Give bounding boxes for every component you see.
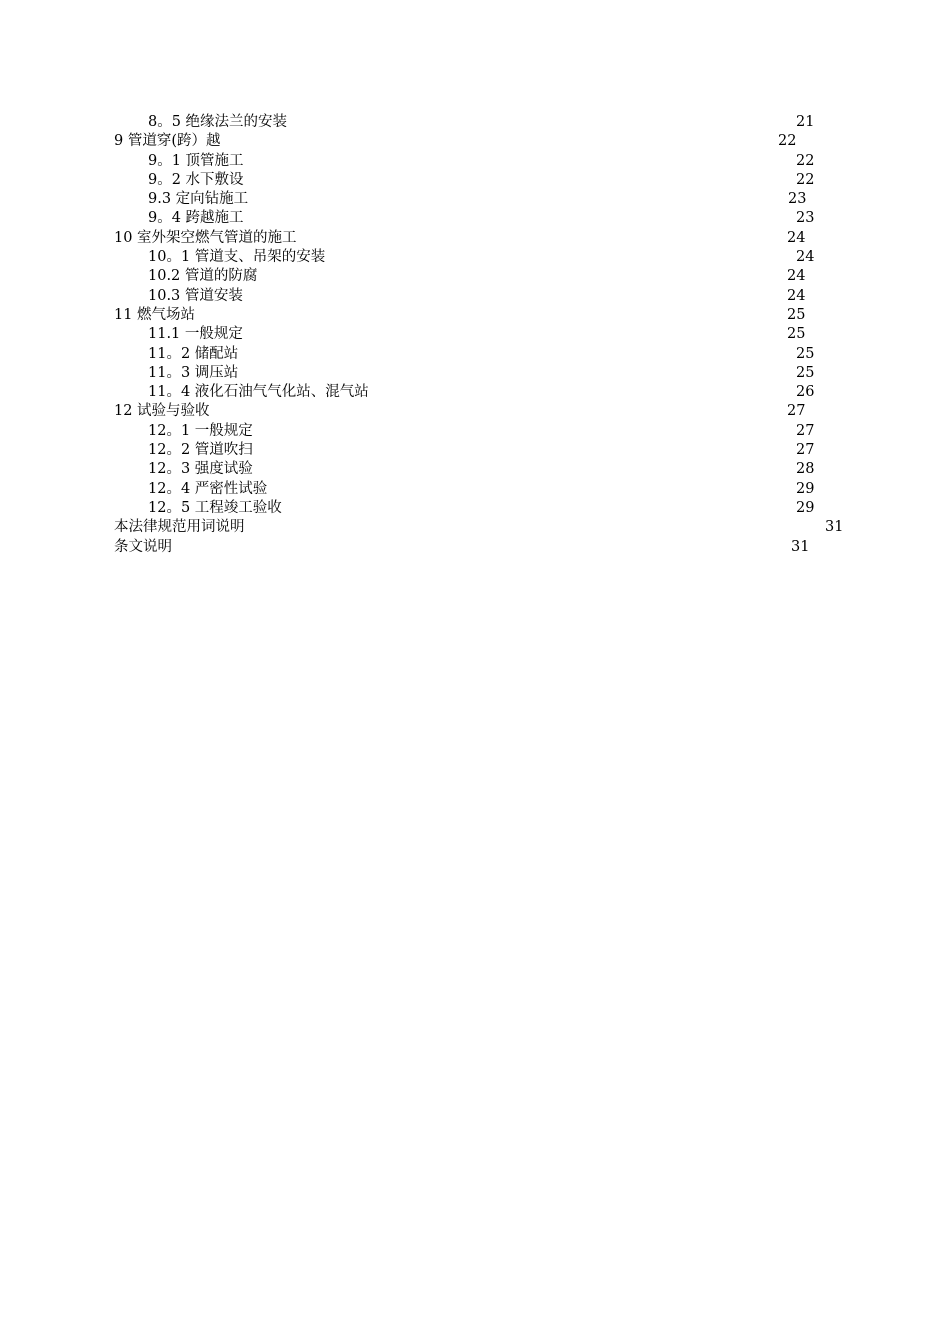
toc-entry-title: 12。1 一般规定	[148, 422, 253, 439]
toc-entry[interactable]	[0, 248, 950, 267]
toc-entry-title: 10。1 管道支、吊架的安装	[148, 249, 326, 266]
toc-entry-title: 9。1 顶管施工	[148, 152, 244, 169]
table-of-contents	[0, 113, 950, 557]
toc-entry-page: 29	[796, 480, 815, 497]
toc-entry[interactable]	[0, 441, 950, 460]
toc-entry-page: 22	[778, 133, 797, 150]
toc-entry-page: 29	[796, 499, 815, 516]
toc-entry-page: 27	[787, 403, 806, 420]
toc-entry[interactable]	[0, 152, 950, 171]
toc-entry-title: 9 管道穿(跨）越	[114, 133, 221, 150]
toc-entry[interactable]	[0, 306, 950, 325]
toc-entry-title: 条文说明	[114, 538, 172, 555]
toc-entry[interactable]	[0, 171, 950, 190]
toc-entry-page: 22	[796, 171, 815, 188]
toc-entry-title: 8。5 绝缘法兰的安装	[148, 114, 288, 130]
toc-entry-title: 12。3 强度试验	[148, 461, 253, 478]
toc-entry-page: 27	[796, 442, 815, 459]
toc-entry[interactable]	[0, 518, 950, 537]
toc-entry-title: 11。3 调压站	[148, 364, 239, 381]
toc-entry-page: 23	[796, 210, 815, 227]
toc-entry-page: 24	[796, 249, 815, 266]
toc-entry-title: 10 室外架空燃气管道的施工	[114, 229, 297, 246]
toc-entry[interactable]	[0, 287, 950, 306]
toc-entry-page: 31	[791, 538, 810, 555]
toc-entry-title: 9.3 定向钻施工	[148, 191, 249, 208]
toc-entry-title: 11。2 储配站	[148, 345, 239, 362]
toc-entry-page: 24	[787, 229, 806, 246]
toc-entry-title: 12。2 管道吹扫	[148, 442, 253, 459]
toc-entry-title: 9。2 水下敷设	[148, 171, 244, 188]
toc-entry-page: 21	[796, 114, 815, 130]
toc-entry-page: 24	[787, 268, 806, 285]
toc-entry[interactable]	[0, 460, 950, 479]
toc-entry-title: 12。4 严密性试验	[148, 480, 268, 497]
toc-entry-page: 25	[787, 326, 806, 343]
toc-entry[interactable]	[0, 209, 950, 228]
toc-entry[interactable]	[0, 383, 950, 402]
toc-entry[interactable]	[0, 345, 950, 364]
toc-entry[interactable]	[0, 364, 950, 383]
toc-entry[interactable]	[0, 499, 950, 518]
toc-entry[interactable]	[0, 132, 950, 151]
toc-entry-title: 12。5 工程竣工验收	[148, 499, 282, 516]
toc-entry-title: 10.2 管道的防腐	[148, 268, 258, 285]
toc-entry-page: 24	[787, 287, 806, 304]
toc-entry-title: 11。4 液化石油气气化站、混气站	[148, 384, 369, 401]
toc-entry[interactable]	[0, 190, 950, 209]
toc-entry-title: 9。4 跨越施工	[148, 210, 244, 227]
toc-entry-title: 11.1 一般规定	[148, 326, 243, 343]
toc-entry-title: 本法律规范用词说明	[114, 519, 245, 536]
toc-entry-page: 28	[796, 461, 815, 478]
toc-entry-page: 23	[788, 191, 807, 208]
toc-entry[interactable]	[0, 402, 950, 421]
toc-entry-page: 31	[825, 519, 844, 536]
toc-entry-title: 12 试验与验收	[114, 403, 210, 420]
toc-entry-page: 22	[796, 152, 815, 169]
toc-entry-title: 11 燃气场站	[114, 306, 196, 323]
toc-entry-page: 25	[796, 345, 815, 362]
toc-entry-page: 25	[796, 364, 815, 381]
toc-entry[interactable]	[0, 480, 950, 499]
toc-entry[interactable]	[0, 229, 950, 248]
toc-entry[interactable]	[0, 113, 950, 132]
toc-entry-title: 10.3 管道安装	[148, 287, 243, 304]
toc-entry[interactable]	[0, 325, 950, 344]
toc-entry-page: 25	[787, 306, 806, 323]
toc-entry[interactable]	[0, 538, 950, 557]
toc-entry[interactable]	[0, 422, 950, 441]
toc-entry-page: 26	[796, 384, 815, 401]
toc-entry-page: 27	[796, 422, 815, 439]
toc-entry[interactable]	[0, 267, 950, 286]
